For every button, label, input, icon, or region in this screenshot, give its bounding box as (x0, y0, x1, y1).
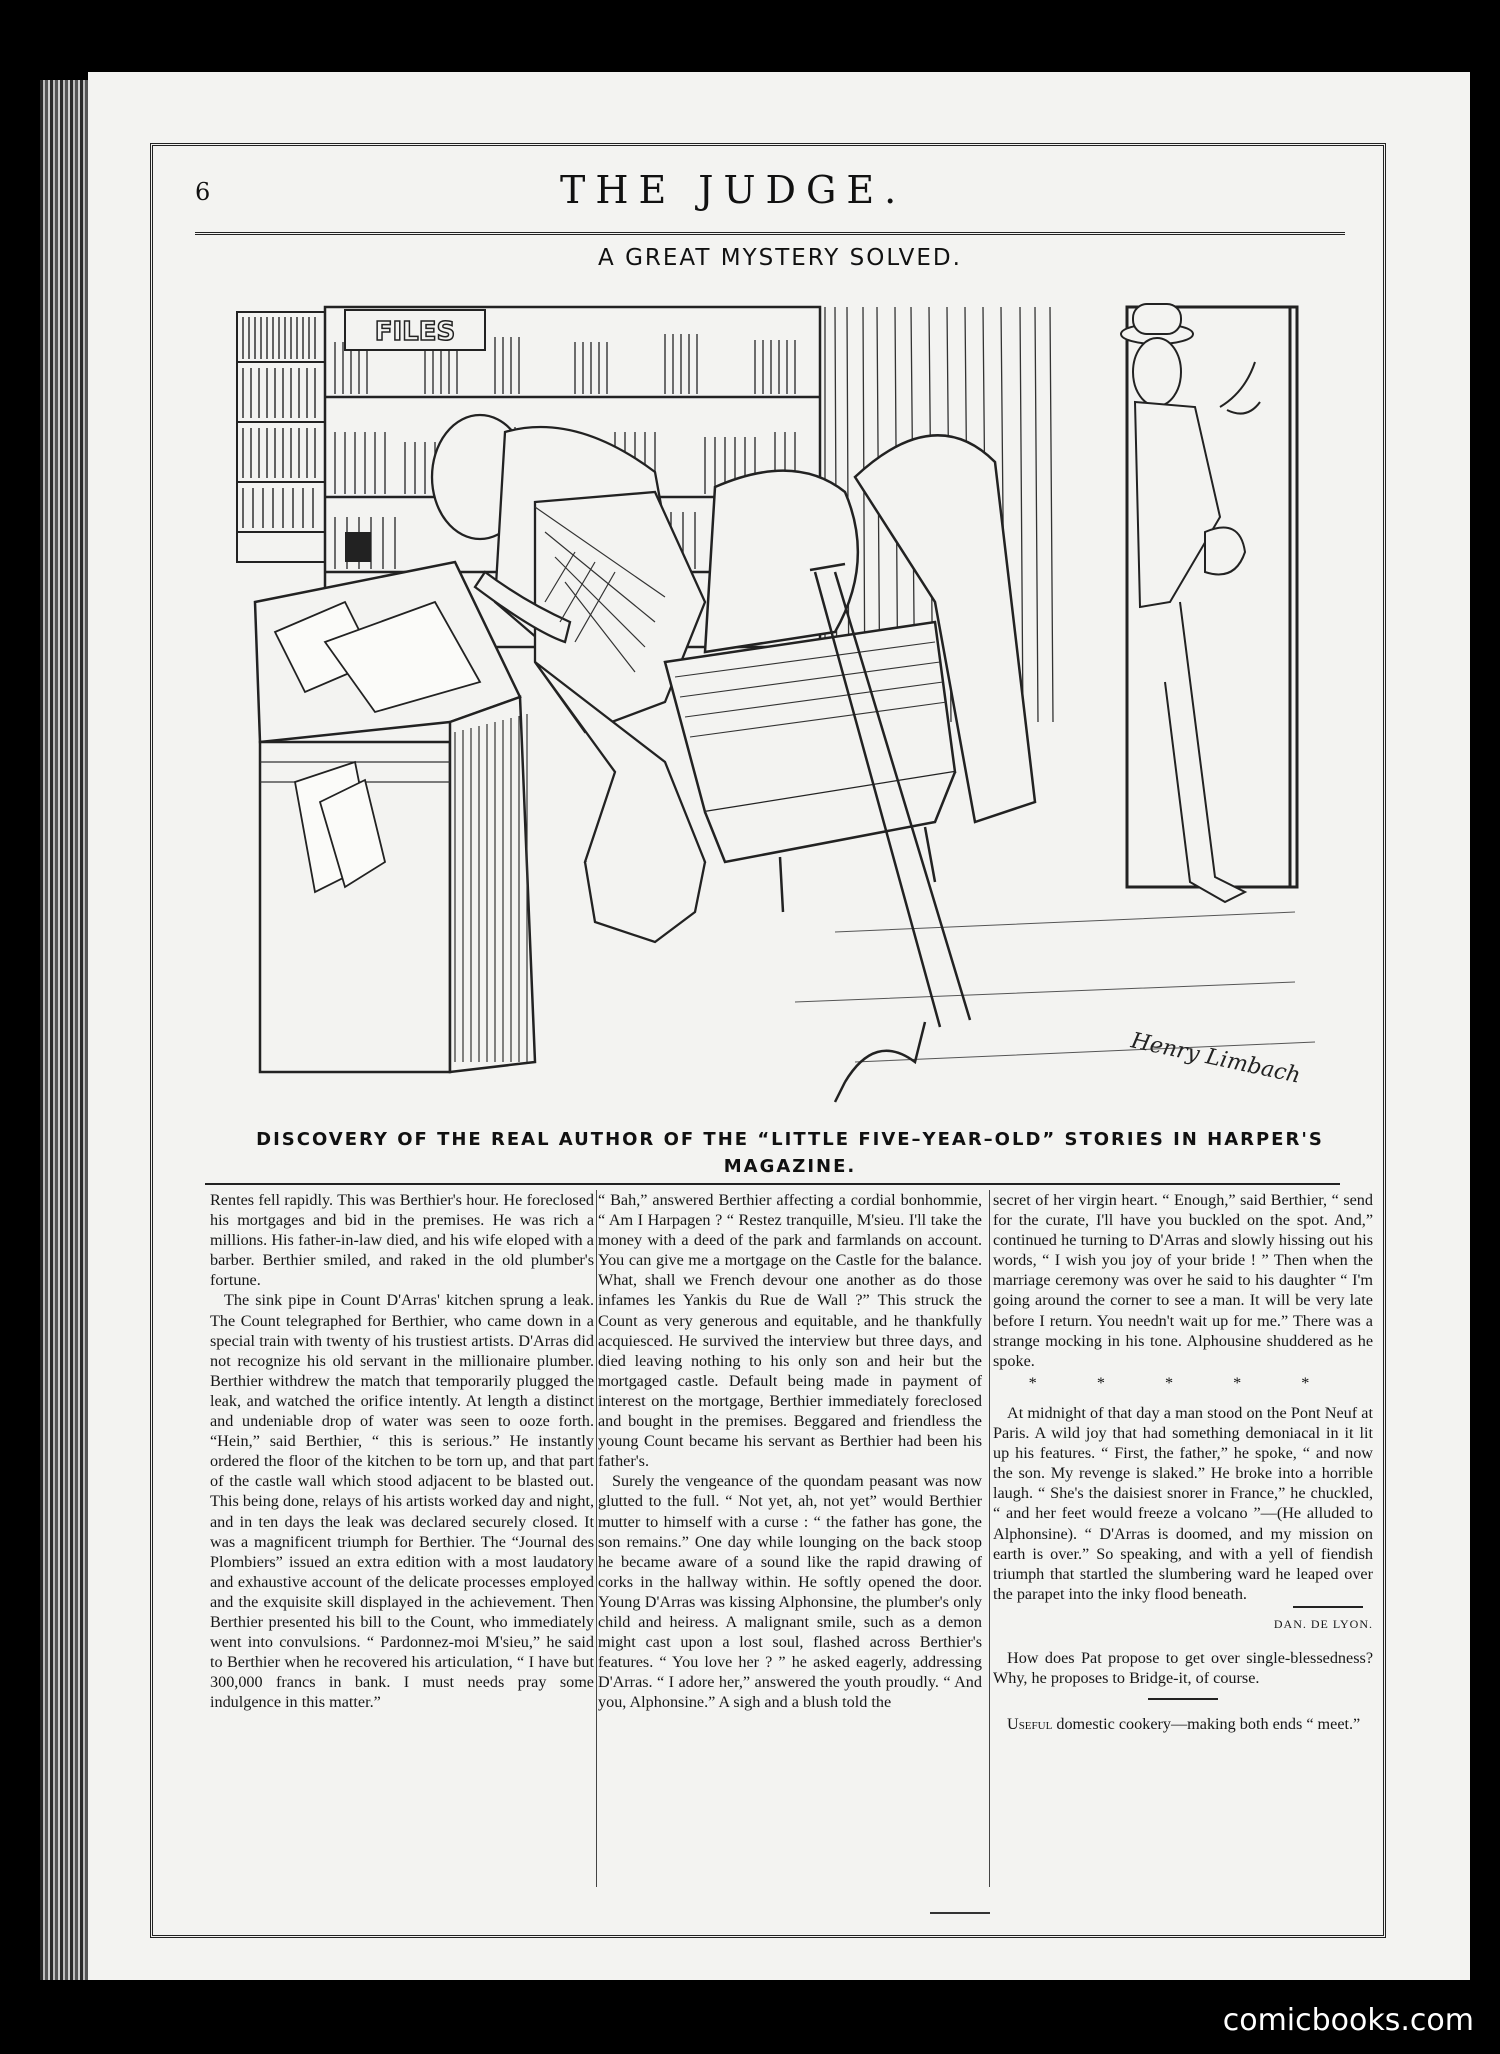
joke-lead: Useful (1007, 1715, 1053, 1734)
separator-rule (1148, 1698, 1218, 1700)
book-spine (40, 80, 90, 1980)
illustration-caption: DISCOVERY OF THE REAL AUTHOR OF THE “LITTLE FIVE–YEAR–OLD” STORIES IN HARPER'S MAGAZINE. (256, 1129, 1324, 1177)
joke-text: domestic cookery—making both ends “ meet.” (1052, 1715, 1361, 1734)
page-number: 6 (195, 178, 211, 206)
article-column-1 (210, 1190, 594, 1712)
section-stars: * * * * * (1028, 1373, 1338, 1392)
paragraph: At midnight of that day a man stood on the Pont Neuf at Paris. A wild joy that had something demoniacal in it lit up his features. “ First, the father,” he spoke, “ and now the son. My revenge is slaked.” He broke into a horrible laugh. “ She's the daisiest snorer in France,” he chuckled, “ and her feet would freeze a volcano ”—(He alluded to Alphonsine). “ D'Arras is doomed, and my mission on earth is over.” So speaking, and with a yell of fiendish triumph that startled the slumbering ward he leaped over the parapet into the inky flood beneath. (993, 1403, 1373, 1603)
caption-rule (205, 1183, 1340, 1185)
headline: A GREAT MYSTERY SOLVED. (598, 245, 962, 271)
article-column-2 (598, 1190, 982, 1712)
masthead-title: THE JUDGE. (560, 168, 907, 212)
paragraph: “ Bah,” answered Berthier affecting a cordial bonhommie, “ Am I Harpagen ? “ Restez tranquille, M'sieu. I'll take the money with a deed of the park and farmlands on account. You can give me a mortgage on the Castle for the balance. What, shall we French devour one another as do those infames les Yankis du Rue de Wall ?” This struck the Count as very generous and equitable, and he thankfully acquiesced. He survived the interview but three days, and died leaving nothing to his only son and heir but the mortgaged castle. Default being made in payment of interest on the mortgage, Berthier immediately foreclosed and bought in the premises. Beggared and friendless the young Count became his servant as Berthier had been his father's. (598, 1191, 982, 1471)
files-sign (345, 310, 485, 350)
masthead-rule (195, 232, 1345, 235)
cartoon-illustration (235, 302, 1335, 1114)
column-divider (596, 1190, 597, 1887)
paragraph: secret of her virgin heart. “ Enough,” said Berthier, “ send for the curate, I'll have you buckled on the spot. And,” continued he turning to D'Arras and slowly hissing out his words, “ I wish you joy of your bride ! ” Then when the marriage ceremony was over he said to his daughter “ I'm going around the corner to see a man. It will be very late before I return. You needn't wait up for me.” There was a strange mocking in his tone. Alphousine shuddered as he spoke. (993, 1191, 1373, 1370)
paragraph: The sink pipe in Count D'Arras' kitchen sprung a leak. The Count telegraphed for Berthier, who came down in a special train with twenty of his trustiest artists. D'Arras did not recognize his old servant in the millionaire plumber. Berthier withdrew the match that temporarily plugged the leak, and watched the orifice intently. At length a distinct and undeniable drop of water was seen to ooze forth. “Hein,” said Berthier, “ this is serious.” He instantly ordered the floor of the kitchen to be torn up, and that part of the castle wall which stood adjacent to be blasted out. This being done, relays of his artists worked day and night, and in ten days the leak was declared securely closed. It was a magnificent triumph for Berthier. The “Journal des Plombiers” issued an extra edition with a most laudatory and exhaustive account of the delicate processes employed and the exquisite skill displayed in the achievement. Then Berthier presented his bill to the Count, who immediately went into convulsions. “ Pardonnez-moi M'sieu,” he said to Berthier when he recovered his articulation, “ I have but 300,000 francs in bank. I must needs pray some indulgence in this matter.” (210, 1291, 594, 1712)
article-column-3 (993, 1190, 1373, 1734)
paragraph: Surely the vengeance of the quondam peasant was now glutted to the full. “ Not yet, ah, not yet” would Berthier mutter to himself with a curse : “ the father has gone, the son remains.” One day while lounging on the back stoop he became aware of a sound like the rapid drawing of corks in the hallway within. He softly opened the door. Young D'Arras was kissing Alphonsine, the plumber's only child and heiress. A malignant smile, such as a demon might cast upon a lost soul, flashed across Berthier's features. “ You love her ? ” he asked eagerly, addressing D'Arras. “ I adore her,” answered the youth proudly. “ And you, Alphonsine.” A sigh and a blush told the (598, 1472, 982, 1712)
paragraph: Rentes fell rapidly. This was Berthier's hour. He foreclosed his mortgages and bid in the premises. He was rich a millions. His father-in-law died, and his wife eloped with a barber. Berthier smiled, and raked in the old plumber's fortune. (210, 1191, 594, 1290)
svg-text:FILES: FILES (374, 317, 456, 347)
byline-rule (1293, 1606, 1363, 1608)
bottom-rule (930, 1912, 990, 1914)
joke-paragraph (993, 1714, 1373, 1734)
inkwell (345, 532, 371, 562)
watermark: comicbooks.com (1222, 2003, 1474, 2038)
column-divider (989, 1190, 990, 1887)
joke-paragraph: How does Pat propose to get over single-blessedness? Why, he proposes to Bridge-it, of course. (993, 1648, 1373, 1688)
artist-signature: Henry Limbach (1128, 1028, 1303, 1089)
byline: DAN. DE LYON. (1273, 1616, 1373, 1631)
